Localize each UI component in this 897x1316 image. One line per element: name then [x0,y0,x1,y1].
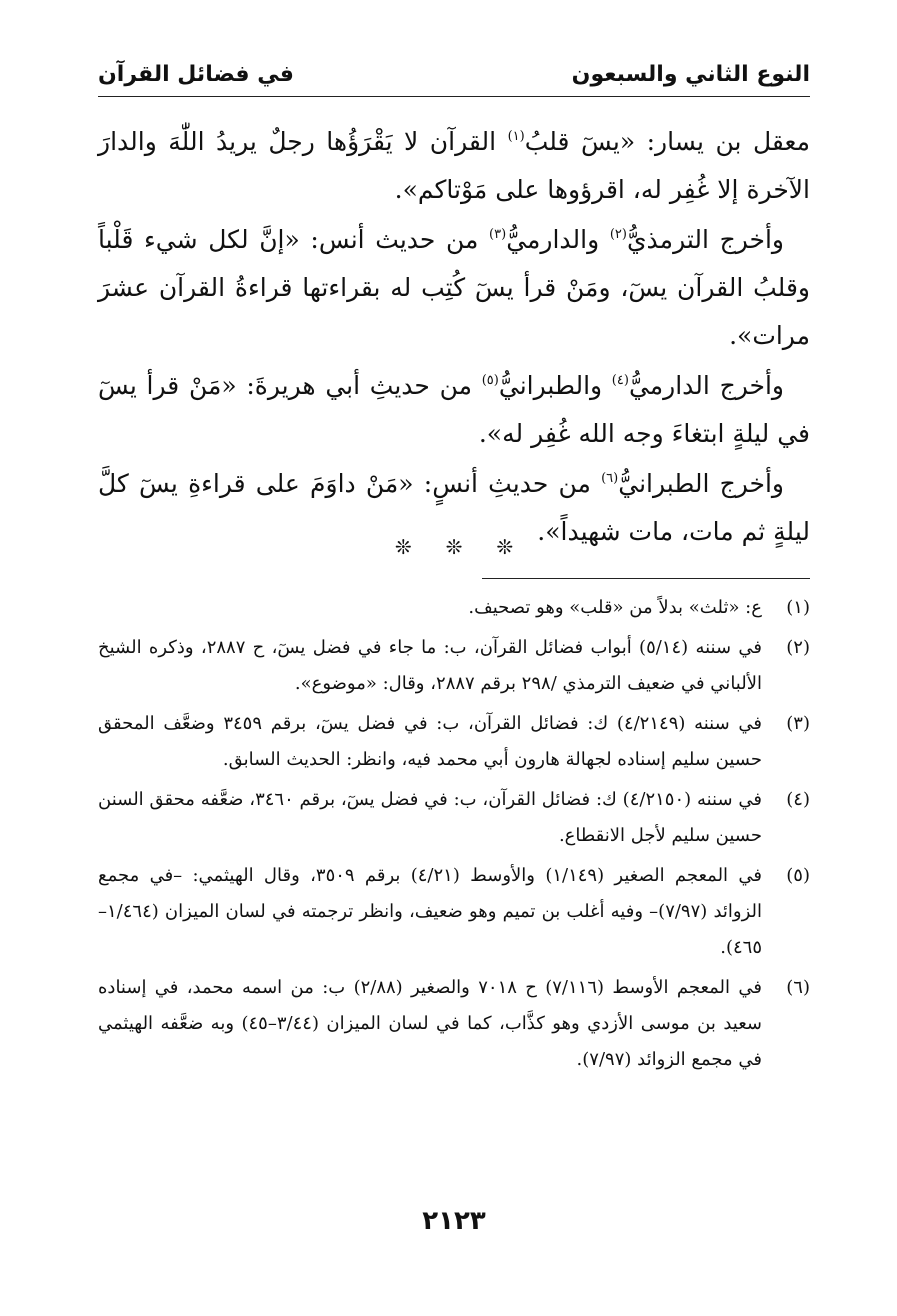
footnote-text: ع: «ثلث» بدلاً من «قلب» وهو تصحيف. [468,597,762,618]
footnote-ref-4[interactable]: (٤) [611,373,629,388]
footnote-ref-3[interactable]: (٣) [489,227,507,242]
main-text [98,118,810,558]
footnote-text: في سننه (٤/٢١٥٠) ك: فضائل القرآن، ب: في فضل يسٓ، برقم ٣٤٦٠، ضعَّفه محقق السنن حسين سليم لأجل الانقطاع. [98,789,762,846]
footnotes [98,590,810,1082]
paragraph-4: وأخرج الطبرانيُّ$^{(٦)}$ من حديثِ أنسٍ: «مَنْ داوَمَ على قراءةِ يسٓ كلَّ ليلةٍ ثم مات، مات شهيداً». [98,469,810,546]
footnote-text: في المعجم الأوسط (٧/١١٦) ح ٧٠١٨ والصغير (٢/٨٨) ب: من اسمه محمد، في إسناده سعيد بن موسى الأزدي وهو كذَّاب، كما في لسان الميزان (٣/٤٤–٤٥) وبه ضعَّفه الهيثمي في مجمع الزوائد (٧/٩٧). [98,977,762,1070]
footnote-ref-1[interactable]: (١) [507,129,525,144]
paragraph-2: وأخرج الترمذيُّ$^{(٢)}$ والدارميُّ$^{(٣)}$ من حديث أنس: «إنَّ لكل شيء قَلْباً وقلبُ القرآن يسٓ، ومَنْ قرأ يسٓ كُتِب له بقراءتها قراءةُ القرآن عشرَ مرات». [98,225,810,350]
footnote-text: في المعجم الصغير (١/١٤٩) والأوسط (٤/٢١) برقم ٣٥٠٩، وقال الهيثمي: –في مجمع الزوائد (٧/٩٧)– وفيه أغلب بن تميم وهو ضعيف، وانظر ترجمته في لسان الميزان (١/٤٦٤–٤٦٥). [98,865,763,958]
footnote-1 [98,590,810,626]
footnote-2 [98,630,810,702]
star-ornament: ❊ [394,535,412,559]
footnote-number: (٤) [786,789,810,810]
footnote-number: (٣) [786,713,810,734]
footnote-text: في سننه (٥/١٤) أبواب فضائل القرآن، ب: ما جاء في فضل يسٓ، ح ٢٨٨٧، وذكره الشيخ الألباني في ضعيف الترمذي /٢٩٨ برقم ٢٨٨٧، وقال: «موضوع». [98,637,762,694]
chapter-title: النوع الثاني والسبعون [571,61,810,87]
footnote-number: (٢) [786,637,810,658]
footnote-divider [482,578,810,579]
star-ornament: ❊ [496,535,514,559]
star-ornament: ❊ [445,535,463,559]
footnote-ref-5[interactable]: (٥) [481,373,499,388]
footnote-4 [98,782,810,854]
footnote-6 [98,970,810,1078]
running-header [98,52,810,97]
footnote-ref-2[interactable]: (٢) [609,227,627,242]
footnote-number: (٥) [786,865,810,886]
book-section-title: في فضائل القرآن [98,61,294,87]
footnote-ref-6[interactable]: (٦) [601,471,619,486]
footnote-5 [98,858,810,966]
footnote-number: (١) [786,597,810,618]
paragraph-1: معقل بن يسار: «يسٓ قلبُ$^{(١)}$ القرآن لا يَقْرَؤُها رجلٌ يريدُ اللّٰهَ والدارَ الآخرة إلا غُفِر له، اقرؤوها على مَوْتاكم». [98,127,810,204]
footnote-number: (٦) [786,977,810,998]
footnote-text: في سننه (٤/٢١٤٩) ك: فضائل القرآن، ب: في فضل يسٓ، برقم ٣٤٥٩ وضعَّف المحقق حسين سليم إسناده لجهالة هارون أبي محمد فيه، وانظر: الحديث السابق. [98,713,762,770]
footnote-3 [98,706,810,778]
page-number: ٢١٢٣ [422,1206,486,1236]
paragraph-3: وأخرج الدارميُّ$^{(٤)}$ والطبرانيُّ$^{(٥)}$ من حديثِ أبي هريرةَ: «مَنْ قرأ يسٓ في ليلةٍ ابتغاءَ وجه الله غُفِر له». [98,371,810,448]
section-separator [98,535,810,559]
